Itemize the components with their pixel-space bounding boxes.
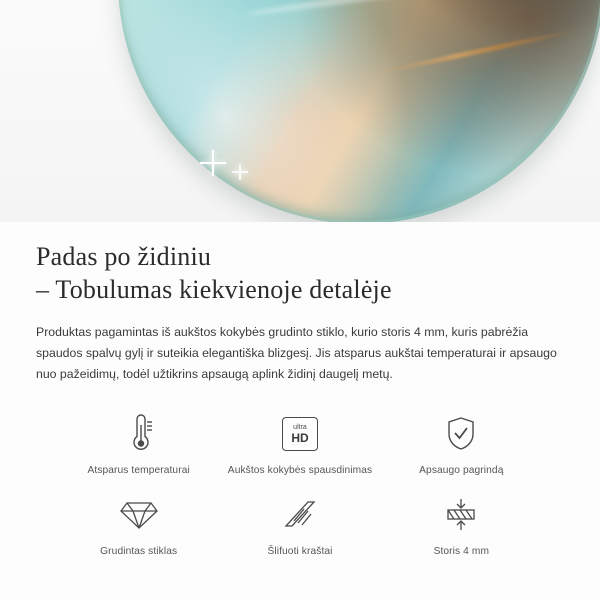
hero-image	[0, 0, 600, 222]
thermometer-icon	[124, 411, 154, 457]
feature-grid	[36, 411, 564, 557]
feature-item	[381, 411, 542, 476]
thickness-icon	[443, 492, 479, 538]
feature-item	[219, 411, 380, 476]
description-paragraph: Produktas pagamintas iš aukštos kokybės grudinto stiklo, kurio storis 4 mm, kuris pabrėžia spaudos spalvų gylį ir suteikia elegantiška blizgesį. Jis atsparus aukštai temperaturai ir apsaugo nuo pažeidimų, todėl užtikrins apsaugą aplink židinį daugelį metų.	[36, 325, 557, 381]
page-title-line-2: – Tobulumas kiekvienoje detalėje	[36, 275, 392, 304]
feature-item	[58, 492, 219, 557]
feature-caption: Aukštos kokybės spausdinimas	[227, 465, 373, 476]
feature-item	[58, 411, 219, 476]
ultra-hd-icon	[282, 411, 318, 457]
feature-item	[219, 492, 380, 557]
feature-caption: Atsparus temperaturai	[87, 465, 190, 476]
content-section	[0, 222, 600, 557]
feature-caption: Šlifuoti kraštai	[267, 546, 333, 557]
feature-caption: Apsaugo pagrindą	[419, 465, 504, 476]
ultra-hd-top-label: ultra	[293, 423, 307, 431]
ultra-hd-bottom-label: HD	[291, 430, 309, 445]
feature-item	[381, 492, 542, 557]
page-title-line-1: Padas po židiniu	[36, 242, 212, 271]
polished-edge-icon	[282, 492, 318, 538]
feature-caption: Grudintas stiklas	[100, 546, 178, 557]
page-title	[36, 240, 564, 306]
shield-check-icon	[444, 411, 478, 457]
feature-caption: Storis 4 mm	[433, 546, 490, 557]
diamond-icon	[119, 492, 159, 538]
